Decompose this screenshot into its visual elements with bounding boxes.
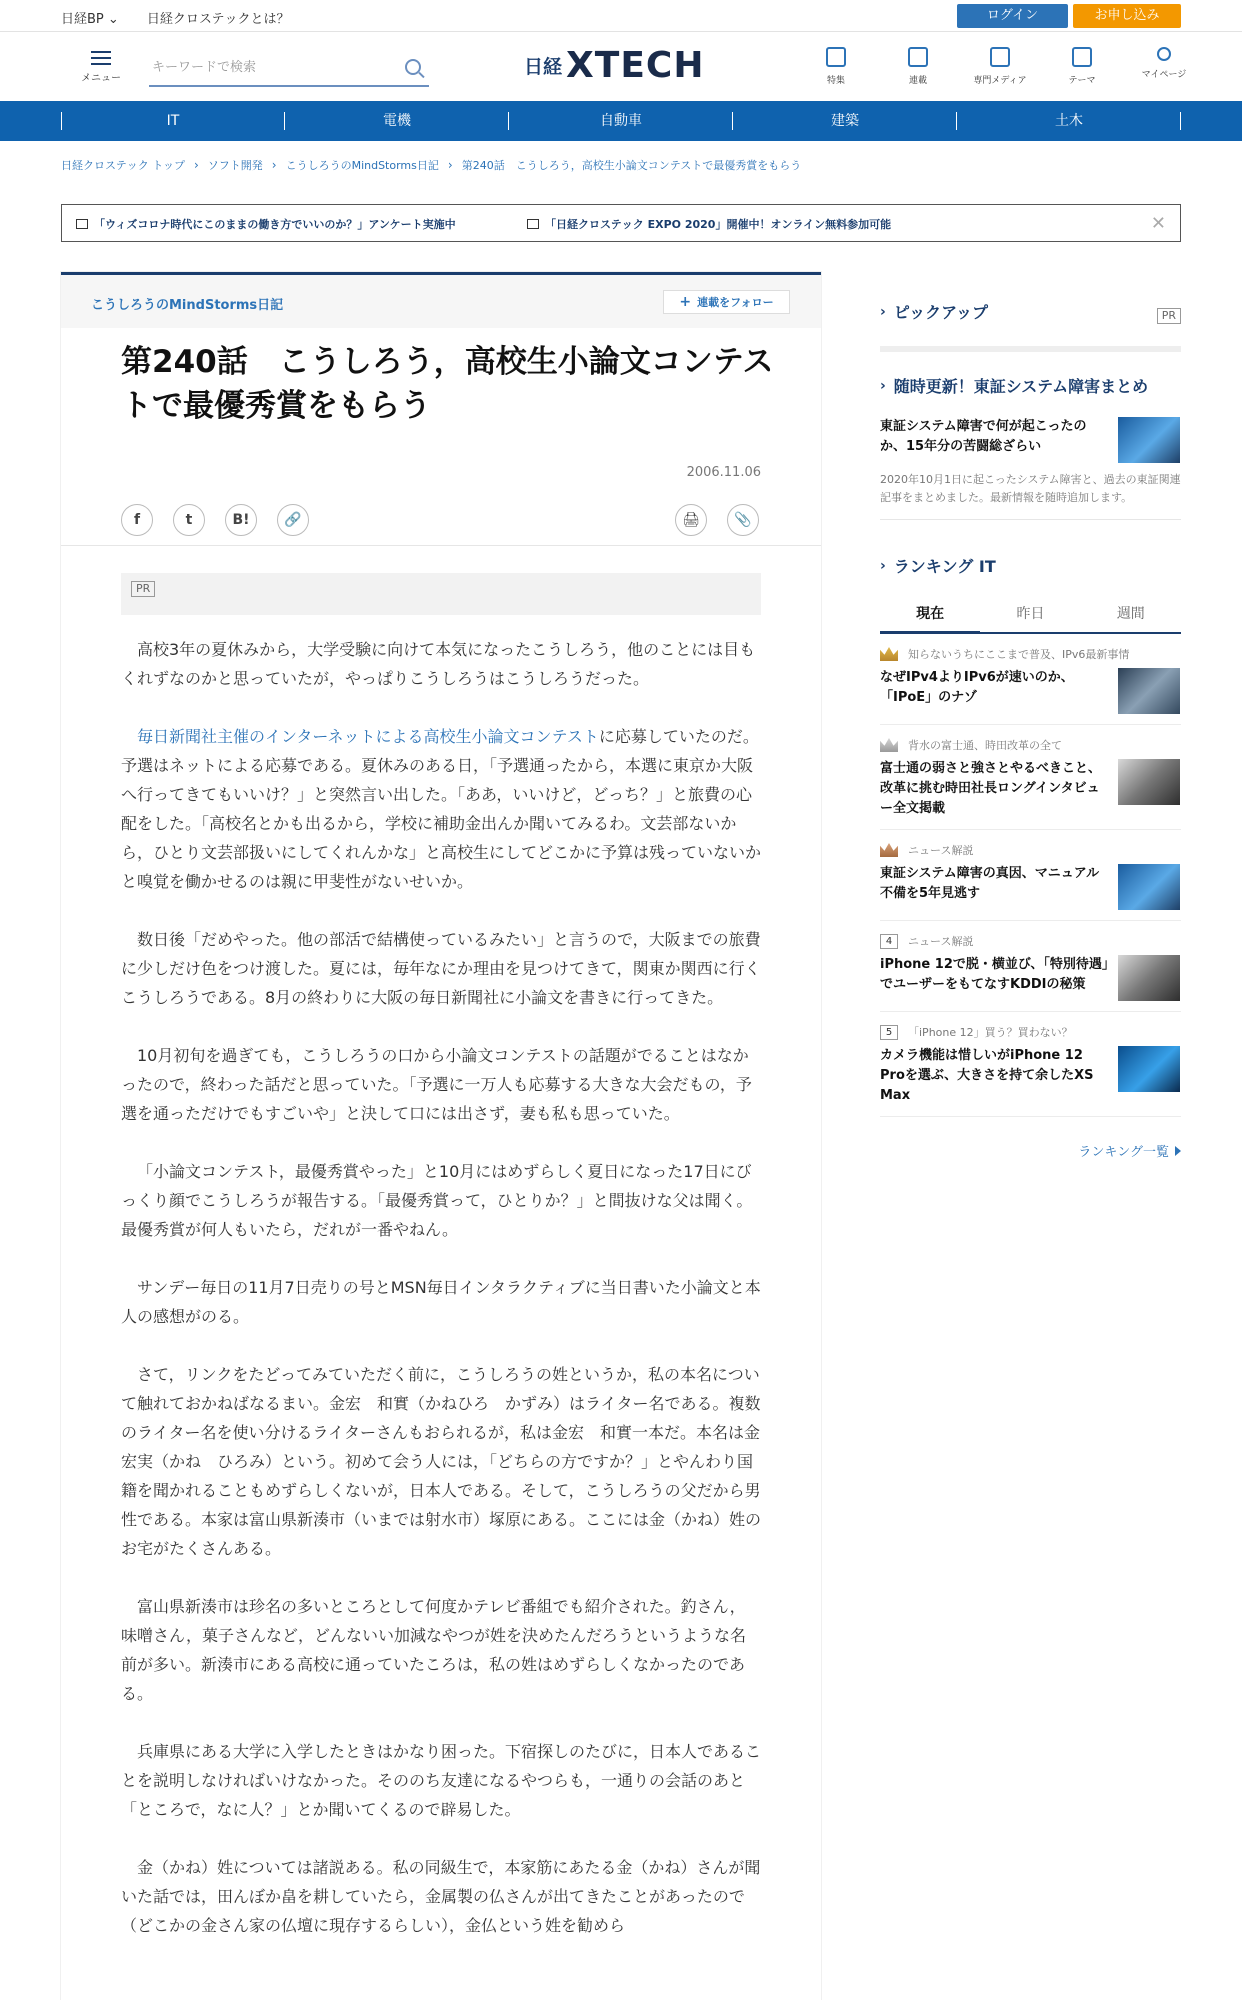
contest-link[interactable]: 毎日新聞社主催のインターネットによる高校生小論文コンテスト <box>137 727 599 746</box>
ranking-item[interactable] <box>880 725 1181 830</box>
clip-icon[interactable]: 📎 <box>727 504 759 536</box>
nav-media[interactable] <box>959 47 1041 86</box>
notice-item[interactable] <box>527 216 891 232</box>
ranking-meta <box>880 737 1181 753</box>
share-buttons <box>121 504 309 536</box>
nav-mypage[interactable] <box>1123 47 1205 86</box>
chevron-right-icon: › <box>271 158 277 172</box>
ranking-meta <box>880 842 1181 858</box>
rank-number: 5 <box>880 1025 898 1040</box>
category-electronics[interactable]: 電機 <box>285 101 509 141</box>
nav-series-label: 連載 <box>908 76 927 86</box>
top-links <box>61 8 290 27</box>
paragraph: 10月初旬を過ぎても，こうしろうの口から小論文コンテストの話題がでることはなかったので，終わった話だと思っていた。「予選に一万人も応募する大きな大会だもの，予選を通っただけでもすごいや」と決して口には出さず，妻も私も思っていた。 <box>121 1046 752 1123</box>
follow-label: 連載をフォロー <box>697 296 774 309</box>
logo-xtech: XTECH <box>566 45 705 86</box>
search-box <box>149 51 429 87</box>
nav-feature-label: 特集 <box>826 76 845 86</box>
ranking-series: ニュース解説 <box>908 935 974 948</box>
tab-now[interactable]: 現在 <box>880 597 980 634</box>
ranking-row <box>880 668 1181 714</box>
notice-item[interactable] <box>76 216 456 232</box>
ranking-series: 背水の富士通、時田改革の全て <box>908 739 1062 752</box>
paragraph: サンデー毎日の11月7日売りの号とMSN毎日インタラクティブに当日書いた小論文と本人の感想がのる。 <box>121 1278 761 1326</box>
flag-icon <box>76 219 88 229</box>
breadcrumb-software[interactable]: ソフト開発 <box>207 159 263 172</box>
ranking-meta <box>880 1024 1181 1040</box>
print-icon[interactable]: 🖨 <box>675 504 707 536</box>
category-automotive[interactable]: 自動車 <box>509 101 733 141</box>
hamburger-icon <box>91 51 111 65</box>
ranking-row <box>880 759 1181 819</box>
ranking-tabs <box>880 597 1181 634</box>
nav-theme-label: テーマ <box>1068 76 1096 86</box>
nav-media-label: 専門メディア <box>973 76 1027 86</box>
nav-series[interactable] <box>877 47 959 86</box>
search-input[interactable] <box>149 51 389 83</box>
twitter-icon[interactable]: t <box>173 504 205 536</box>
header-icon-nav <box>795 47 1205 86</box>
series-icon <box>908 47 928 67</box>
breadcrumb-series[interactable]: こうしろうのMindStorms日記 <box>285 159 439 172</box>
divider <box>61 545 821 546</box>
ranking-item[interactable] <box>880 634 1181 725</box>
paragraph: 富山県新湊市は珍名の多いところとして何度かテレビ番組でも紹介された。釣さん，味噌さん，菓子さんなど，どんないい加減なやつが姓を決めたんだろうというような名前が多い。新湊市にある高校に通っていたころは，私の姓はめずらしくなかったのである。 <box>121 1597 746 1703</box>
pr-tag: PR <box>131 581 155 597</box>
breadcrumb-home[interactable]: 日経クロステック トップ <box>61 159 185 172</box>
pickup-section <box>880 300 1181 352</box>
apply-button[interactable]: お申し込み <box>1073 4 1181 28</box>
ranking-item[interactable] <box>880 921 1181 1012</box>
ranking-more-link[interactable] <box>880 1141 1181 1160</box>
logo-nikkei: 日経 <box>524 56 563 78</box>
tab-weekly[interactable]: 週間 <box>1116 606 1145 622</box>
notice-text: 「日経クロステック EXPO 2020」開催中！オンライン無料参加可能 <box>545 218 892 231</box>
feature-icon <box>826 47 846 67</box>
paragraph: 高校3年の夏休みから，大学受験に向けて本気になったこうしろう，他のことには目もくれずなのかと思っていたが，やっぱりこうしろうはこうしろうだった。 <box>121 640 756 688</box>
hatena-bookmark-icon[interactable]: B! <box>225 504 257 536</box>
menu-button[interactable] <box>80 51 122 84</box>
search-icon[interactable] <box>405 59 421 75</box>
ranking-title: 富士通の弱さと強さとやるべきこと、改革に挑む時田社長ロングインタビュー全文掲載 <box>880 761 1102 816</box>
menu-label: メニュー <box>81 73 121 84</box>
paragraph <box>121 722 761 896</box>
chevron-right-icon: › <box>193 158 199 172</box>
chevron-right-icon: › <box>880 557 886 574</box>
paragraph: 金（かね）姓については諸説ある。私の同級生で，本家筋にあたる金（かね）さんが聞いた話では，田んぼか畠を耕していたら，金属製の仏さんが出てきたことがあったので（どこかの金さん家の仏壇に現存するらしい），金仏という姓を勧めら <box>121 1858 761 1935</box>
media-icon <box>990 47 1010 67</box>
ranking-series: ニュース解説 <box>908 844 974 857</box>
ranking-title: なぜIPv4よりIPv6が速いのか、「IPoE」のナゾ <box>880 670 1074 705</box>
series-bar <box>61 275 821 328</box>
ranking-row <box>880 864 1181 910</box>
summary-description: 2020年10月1日に起こったシステム障害と、過去の東証関連記事をまとめました。最新情報を随時追加します。 <box>880 471 1181 520</box>
category-civil[interactable]: 土木 <box>957 101 1181 141</box>
ranking-meta <box>880 933 1181 949</box>
category-nav <box>0 101 1242 141</box>
brand-label: 日経BP <box>61 12 104 27</box>
series-link[interactable]: こうしろうのMindStorms日記 <box>91 298 284 313</box>
ranking-series: 「iPhone 12」買う？買わない？ <box>908 1026 1073 1039</box>
breadcrumb <box>61 157 801 173</box>
paragraph-text: に応募していたのだ。予選はネットによる応募である。夏休みのある日，「予選通ったから，本選に東京か大阪へ行ってきてもいいけ？」と突然言い出した。「ああ，いいけど，どっち？」と旅費の心配をした。「高校名とかも出るから，学校に補助金出んか聞いてみるわ。文芸部ないから，ひとり文芸部扱いにしてくれんかな」と高校生にしてどこかに予算は残っていないかと嗅覚を働かせるのは親に甲斐性がないせいか。 <box>121 727 762 891</box>
crown-gold-icon <box>880 647 898 661</box>
ranking-series: 知らないうちにここまで普及、IPv6最新事情 <box>908 648 1130 661</box>
article-thumbnail <box>1118 864 1180 910</box>
rank-number: 4 <box>880 934 898 949</box>
article-thumbnail <box>1118 1046 1180 1092</box>
follow-series-button[interactable] <box>663 290 790 314</box>
paragraph: 数日後「だめやった。他の部活で結構使っているみたい」と言うので，大阪までの旅費に少しだけ色をつけ渡した。夏には，毎年なにか理由を見つけてきて，関東か関西に行くこうしろうである。8月の終わりに大阪の毎日新聞社に小論文を書きに行ってきた。 <box>121 930 761 1007</box>
pr-tag: PR <box>1157 308 1181 324</box>
ranking-item[interactable] <box>880 830 1181 921</box>
ranking-item[interactable] <box>880 1012 1181 1117</box>
article-title: 第240話 こうしろう，高校生小論文コンテストで最優秀賞をもらう <box>121 344 774 424</box>
ranking-title: 東証システム障害の真因、マニュアル不備を5年見逃す <box>880 866 1100 901</box>
flag-icon <box>527 219 539 229</box>
chevron-down-icon: ⌄ <box>107 12 119 27</box>
nav-theme[interactable] <box>1041 47 1123 86</box>
summary-heading[interactable] <box>880 374 1181 397</box>
about-link[interactable]: 日経クロステックとは？ <box>146 12 290 27</box>
site-logo[interactable] <box>524 45 704 86</box>
chevron-right-icon: › <box>880 377 886 394</box>
summary-article-title: 東証システム障害で何が起こったのか、15年分の苦闘総ざらい <box>880 419 1087 454</box>
ranking-row <box>880 955 1181 1001</box>
article-tools <box>675 504 759 536</box>
ranking-heading-text: ランキング IT <box>893 557 996 576</box>
ranking-more-label: ランキング一覧 <box>1078 1145 1169 1160</box>
site-header <box>0 33 1242 101</box>
ranking-heading[interactable] <box>880 554 1181 577</box>
category-it[interactable]: IT <box>61 101 285 141</box>
article-thumbnail <box>1118 955 1180 1001</box>
ranking-row <box>880 1046 1181 1106</box>
pr-box <box>121 573 761 615</box>
login-button[interactable]: ログイン <box>957 4 1068 28</box>
theme-icon <box>1072 47 1092 67</box>
tab-yesterday[interactable]: 昨日 <box>1016 606 1045 622</box>
brand-menu[interactable] <box>61 8 119 27</box>
summary-section <box>880 374 1181 520</box>
copy-link-icon[interactable]: 🔗 <box>277 504 309 536</box>
ranking-section <box>880 554 1181 1160</box>
facebook-icon[interactable]: f <box>121 504 153 536</box>
chevron-right-icon: › <box>880 303 886 320</box>
article-date: 2006.11.06 <box>686 465 761 480</box>
pickup-heading[interactable] <box>880 300 1181 323</box>
article-thumbnail <box>1118 668 1180 714</box>
user-icon <box>1157 47 1171 61</box>
nav-feature[interactable] <box>795 47 877 86</box>
category-architecture[interactable]: 建築 <box>733 101 957 141</box>
summary-article[interactable] <box>880 417 1181 463</box>
article-body <box>121 635 777 1969</box>
crown-bronze-icon <box>880 843 898 857</box>
sidebar <box>880 300 1181 1160</box>
breadcrumb-current[interactable]: 第240話 こうしろう，高校生小論文コンテストで最優秀賞をもらう <box>461 159 802 172</box>
chevron-right-icon: › <box>447 158 453 172</box>
paragraph: 兵庫県にある大学に入学したときはかなり困った。下宿探しのたびに，日本人であることを説明しなければいけなかった。そののち友達になるやつらも，一通りの会話のあと「ところで，なに人？」とか聞いてくるので辟易した。 <box>121 1742 762 1819</box>
crown-silver-icon <box>880 738 898 752</box>
triangle-right-icon <box>1175 1146 1181 1156</box>
ranking-meta <box>880 646 1181 662</box>
nav-mypage-label: マイページ <box>1141 70 1187 80</box>
article-thumbnail <box>1118 759 1180 805</box>
article <box>61 272 821 2000</box>
notice-bar <box>61 204 1181 242</box>
paragraph: 「小論文コンテスト，最優秀賞やった」と10月にはめずらしく夏日になった17日にびっくり顔でこうしろうが報告する。「最優秀賞って，ひとりか？」と間抜けな父は聞く。最優秀賞が何人もいたら，だれが一番やねん。 <box>121 1162 753 1239</box>
top-utility-bar <box>0 0 1242 32</box>
notice-text: 「ウィズコロナ時代にこのままの働き方でいいのか？」アンケート実施中 <box>94 218 456 231</box>
paragraph: さて，リンクをたどってみていただく前に，こうしろうの姓というか，私の本名について触れておかねばなるまい。金宏 和實（かねひろ かずみ）はライター名である。複数のライター名を使い分けるライターさんもおられるが，私は金宏 和實一本だ。本名は金 宏実（かね ひろみ）という。初めて会う人には，「どちらの方ですか？」とやんわり国籍を聞かれることもめずらしくないが，日本人である。そして，こうしろうの父だから男性である。本家は富山県新湊市（いまでは射水市）塚原にある。ここには金（かね）姓のお宅がたくさんある。 <box>121 1365 777 1558</box>
plus-icon: + <box>679 294 692 310</box>
close-icon[interactable]: ✕ <box>1150 213 1166 234</box>
pickup-heading-text: ピックアップ <box>893 303 989 322</box>
article-thumbnail <box>1118 417 1180 463</box>
ranking-title: カメラ機能は惜しいがiPhone 12 Proを選ぶ、大きさを持て余したXS Max <box>880 1048 1094 1103</box>
ranking-title: iPhone 12で脱・横並び、「特別待遇」でユーザーをもてなすKDDIの秘策 <box>880 957 1109 992</box>
summary-heading-text: 随時更新！東証システム障害まとめ <box>893 377 1149 396</box>
